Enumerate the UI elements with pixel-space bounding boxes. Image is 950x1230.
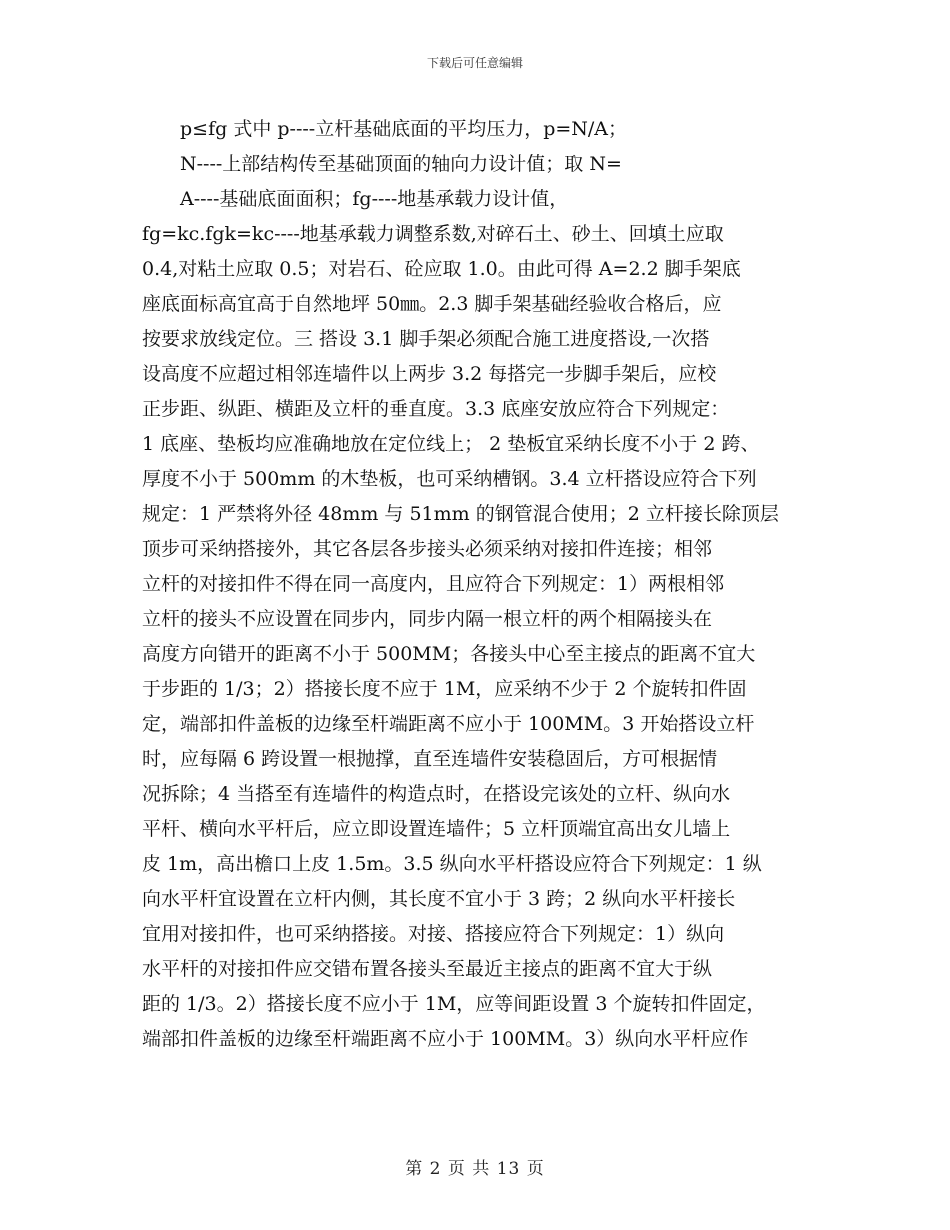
text-line: fg=kc.fgk=kc----地基承载力调整系数,对碎石土、砂土、回填土应取 [142, 223, 724, 245]
text-line: 宜用对接扣件，也可采纳搭接。对接、搭接应符合下列规定：1）纵向 [142, 923, 725, 945]
text-line: A----基础底面面积；fg----地基承载力设计值， [180, 188, 569, 210]
text-line: 立杆的接头不应设置在同步内，同步内隔一根立杆的两个相隔接头在 [142, 608, 713, 630]
text-line: 定，端部扣件盖板的边缘至杆端距离不应小于 100MM。3 开始搭设立杆 [142, 713, 755, 735]
text-line: 正步距、纵距、横距及立杆的垂直度。3.3 底座安放应符合下列规定： [142, 398, 730, 420]
text-line: 况拆除；4 当搭至有连墙件的构造点时，在搭设完该处的立杆、纵向水 [142, 783, 731, 805]
text-line: N----上部结构传至基础顶面的轴向力设计值；取 N= [180, 153, 622, 175]
text-line: 水平杆的对接扣件应交错布置各接头至最近主接点的距离不宜大于纵 [142, 958, 713, 980]
text-line: 规定：1 严禁将外径 48mm 与 51mm 的钢管混合使用；2 立杆接长除顶层 [142, 503, 779, 525]
text-line: 平杆、横向水平杆后，应立即设置连墙件；5 立杆顶端宜高出女儿墙上 [142, 818, 731, 840]
text-line: 立杆的对接扣件不得在同一高度内，且应符合下列规定：1）两根相邻 [142, 573, 725, 595]
text-line: 设高度不应超过相邻连墙件以上两步 3.2 每搭完一步脚手架后，应校 [142, 363, 717, 385]
text-line: 0.4,对粘土应取 0.5；对岩石、砼应取 1.0。由此可得 A=2.2 脚手架底 [142, 258, 741, 280]
text-line: 距的 1/3。2）搭接长度不应小于 1M，应等间距设置 3 个旋转扣件固定， [142, 993, 766, 1015]
text-line: 厚度不小于 500mm 的木垫板，也可采纳槽钢。3.4 立杆搭设应符合下列 [142, 468, 757, 490]
page-header: 下载后可任意编辑 [426, 56, 523, 70]
text-line: 于步距的 1/3；2）搭接长度不应于 1M，应采纳不少于 2 个旋转扣件固 [142, 678, 747, 700]
text-line: 时，应每隔 6 跨设置一根抛撑，直至连墙件安装稳固后，方可根据情 [142, 748, 718, 770]
text-line: 顶步可采纳搭接外，其它各层各步接头必须采纳对接扣件连接；相邻 [142, 538, 713, 560]
page-footer: 第 2 页 共 13 页 [405, 1159, 545, 1179]
document-body [142, 112, 814, 1057]
text-line: 高度方向错开的距离不小于 500MM；各接头中心至主接点的距离不宜大 [142, 643, 756, 665]
text-line: 1 底座、垫板均应准确地放在定位线上； 2 垫板宜采纳长度不小于 2 跨、 [142, 433, 760, 455]
text-line: 皮 1m，高出檐口上皮 1.5m。3.5 纵向水平杆搭设应符合下列规定：1 纵 [142, 853, 762, 875]
text-line: 向水平杆宜设置在立杆内侧，其长度不宜小于 3 跨；2 纵向水平杆接长 [142, 888, 736, 910]
text-line: p≤fg 式中 p----立杆基础底面的平均压力，p=N/A； [180, 118, 628, 140]
text-line: 端部扣件盖板的边缘至杆端距离不应小于 100MM。3）纵向水平杆应作 [142, 1028, 749, 1050]
text-line: 座底面标高宜高于自然地坪 50㎜。2.3 脚手架基础经验收合格后，应 [142, 293, 722, 315]
text-line: 按要求放线定位。三 搭设 3.1 脚手架必须配合施工进度搭设,一次搭 [142, 328, 710, 350]
